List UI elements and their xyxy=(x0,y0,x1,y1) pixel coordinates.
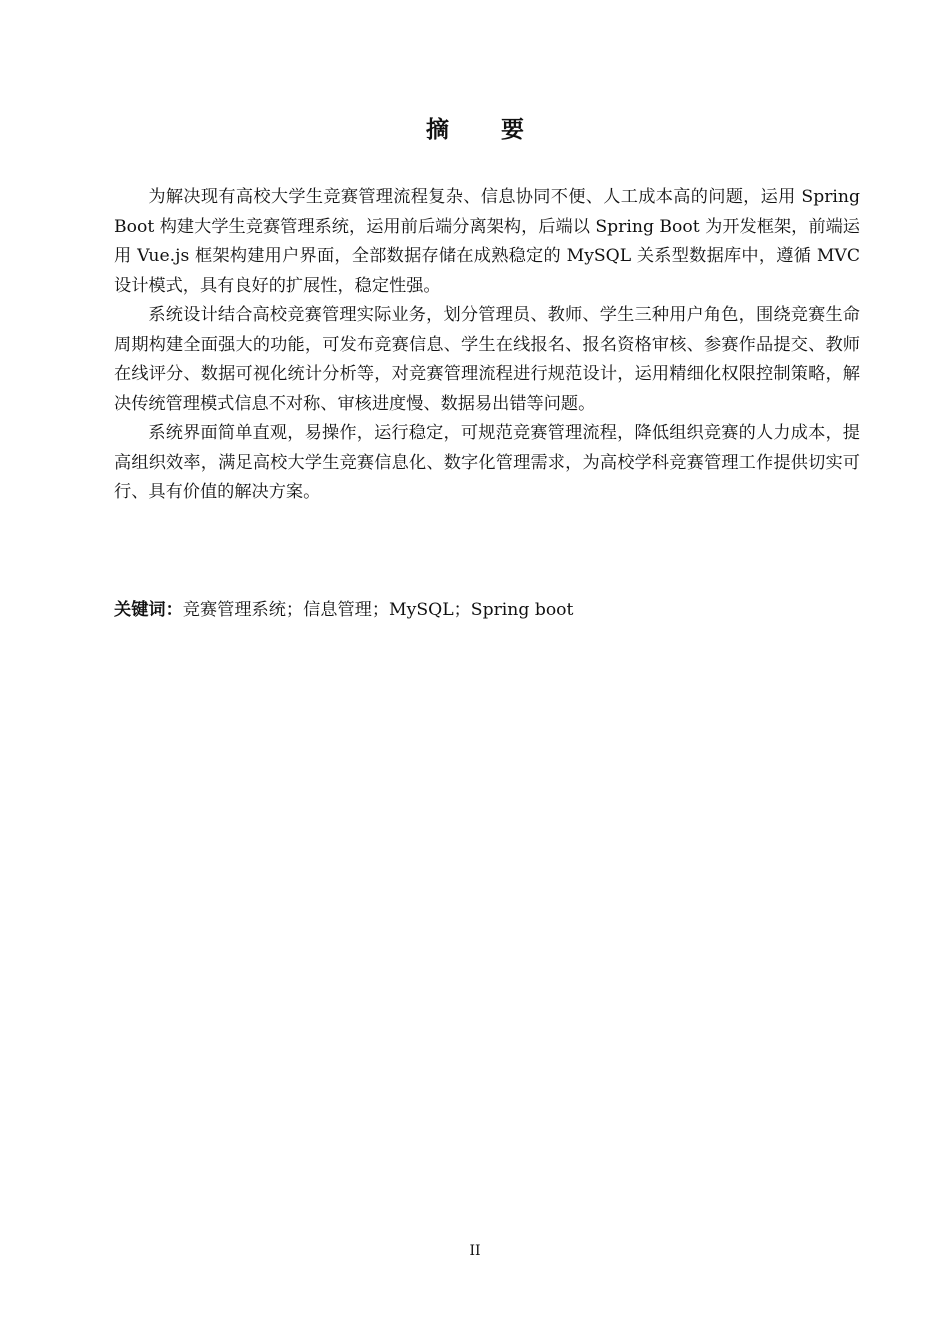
abstract-paragraph-3: 系统界面简单直观，易操作，运行稳定，可规范竞赛管理流程，降低组织竞赛的人力成本，提高组织效率，满足高校大学生竞赛信息化、数字化管理需求，为高校学科竞赛管理工作提供切实可行、具有价值的解决方案。 xyxy=(114,423,860,502)
keywords-label: 关键词： xyxy=(114,600,183,620)
abstract-body xyxy=(114,183,860,508)
abstract-paragraph-1: 为解决现有高校大学生竞赛管理流程复杂、信息协同不便、人工成本高的问题，运用 Spring Boot 构建大学生竞赛管理系统，运用前后端分离架构，后端以 Spring Boot 为开发框架，前端运用 Vue.js 框架构建用户界面，全部数据存储在成熟稳定的 MySQL 关系型数据库中，遵循 MVC 设计模式，具有良好的扩展性，稳定性强。 xyxy=(114,187,860,296)
keywords-line xyxy=(114,596,860,626)
abstract-title: 摘 要 xyxy=(425,116,546,143)
abstract-paragraph-2: 系统设计结合高校竞赛管理实际业务，划分管理员、教师、学生三种用户角色，围绕竞赛生命周期构建全面强大的功能，可发布竞赛信息、学生在线报名、报名资格审核、参赛作品提交、教师在线评分、数据可视化统计分析等，对竞赛管理流程进行规范设计，运用精细化权限控制策略，解决传统管理模式信息不对称、审核进度慢、数据易出错等问题。 xyxy=(114,305,860,414)
keywords-text: 竞赛管理系统；信息管理；MySQL；Spring boot xyxy=(182,600,574,620)
page-number: II xyxy=(469,1243,481,1259)
